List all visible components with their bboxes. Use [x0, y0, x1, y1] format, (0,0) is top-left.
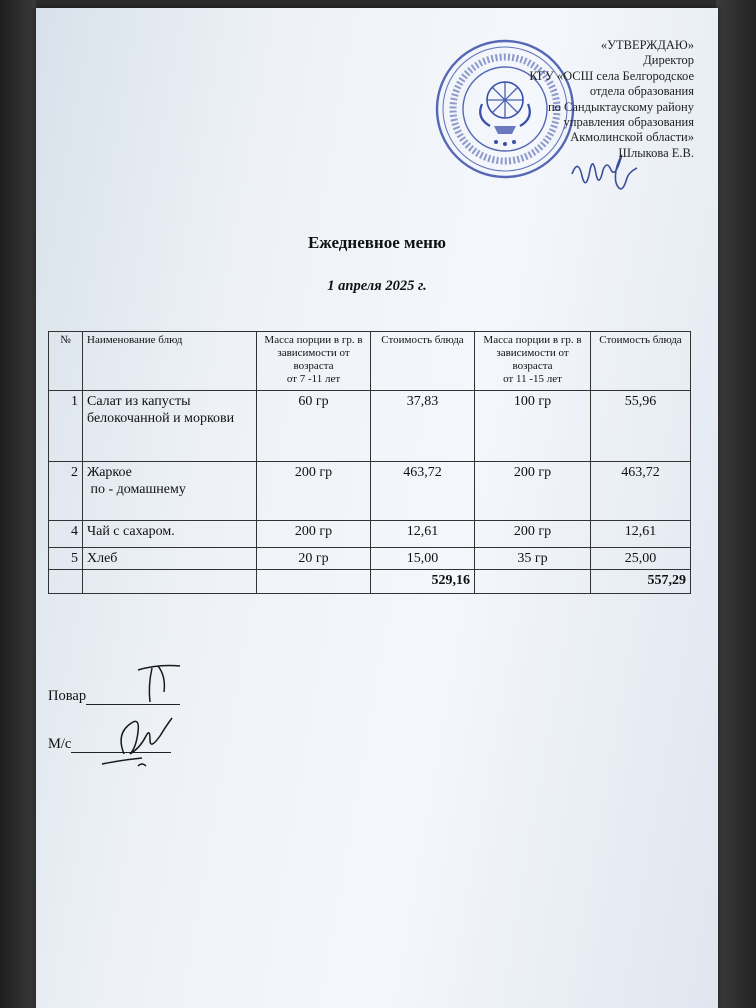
approval-line: Акмолинской области» [570, 130, 694, 145]
document-title: Ежедневное меню [308, 233, 446, 252]
row-mass-7-11: 60 гр [257, 391, 371, 462]
menu-table [48, 331, 691, 594]
row-num: 4 [49, 521, 83, 548]
nurse-label: М/с [48, 736, 72, 752]
row-cost-7-11: 12,61 [371, 521, 475, 548]
cook-label: Повар [48, 688, 87, 704]
row-mass-11-15: 35 гр [475, 548, 591, 570]
total-empty-cell [49, 570, 83, 594]
table-row [49, 548, 691, 570]
row-cost-11-15: 25,00 [591, 548, 691, 570]
table-row [49, 462, 691, 521]
header-dish-name: Наименование блюд [83, 332, 257, 391]
approval-line: управления образования [563, 115, 694, 130]
total-cost-11-15: 557,29 [591, 570, 691, 594]
cook-signature [128, 660, 186, 708]
total-cost-7-11: 529,16 [371, 570, 475, 594]
row-mass-11-15: 200 гр [475, 462, 591, 521]
header-cost-7-11: Стоимость блюда [371, 332, 475, 391]
row-cost-11-15: 12,61 [591, 521, 691, 548]
document-page [36, 8, 718, 1008]
row-mass-11-15: 200 гр [475, 521, 591, 548]
total-empty-cell [83, 570, 257, 594]
approval-line: по Сандыктаускому району [547, 99, 694, 114]
row-mass-7-11: 200 гр [257, 521, 371, 548]
approval-line: Шлыкова Е.В. [618, 145, 694, 160]
header-mass-11-15: Масса порции в гр. в зависимости от возраста от 11 -15 лет [475, 332, 591, 391]
row-dish-name: Жаркое по - домашнему [83, 462, 257, 521]
approval-line: отдела образования [589, 84, 694, 99]
table-header-row [49, 332, 691, 391]
approval-line: Директор [643, 53, 694, 68]
header-cost-11-15: Стоимость блюда [591, 332, 691, 391]
row-dish-name: Салат из капусты белокочанной и моркови [83, 391, 257, 462]
row-mass-11-15: 100 гр [475, 391, 591, 462]
header-num: № [49, 332, 83, 391]
table-total-row [49, 570, 691, 594]
document-date: 1 апреля 2025 г. [327, 278, 427, 294]
row-cost-11-15: 463,72 [591, 462, 691, 521]
total-empty-cell [475, 570, 591, 594]
row-num: 2 [49, 462, 83, 521]
row-cost-7-11: 37,83 [371, 391, 475, 462]
row-cost-7-11: 15,00 [371, 548, 475, 570]
header-mass-7-11: Масса порции в гр. в зависимости от возраста от 7 -11 лет [257, 332, 371, 391]
row-cost-7-11: 463,72 [371, 462, 475, 521]
row-mass-7-11: 20 гр [257, 548, 371, 570]
background-right [716, 0, 756, 1008]
approval-line: КГУ «ОСШ села Белгородское [529, 68, 694, 83]
background-left [0, 0, 36, 1008]
table-row [49, 521, 691, 548]
approval-block [394, 38, 694, 161]
row-cost-11-15: 55,96 [591, 391, 691, 462]
total-empty-cell [257, 570, 371, 594]
row-num: 1 [49, 391, 83, 462]
table-row [49, 391, 691, 462]
nurse-signature [94, 710, 190, 774]
row-dish-name: Хлеб [83, 548, 257, 570]
row-num: 5 [49, 548, 83, 570]
row-dish-name: Чай с сахаром. [83, 521, 257, 548]
approval-line: «УТВЕРЖДАЮ» [600, 38, 694, 52]
row-mass-7-11: 200 гр [257, 462, 371, 521]
